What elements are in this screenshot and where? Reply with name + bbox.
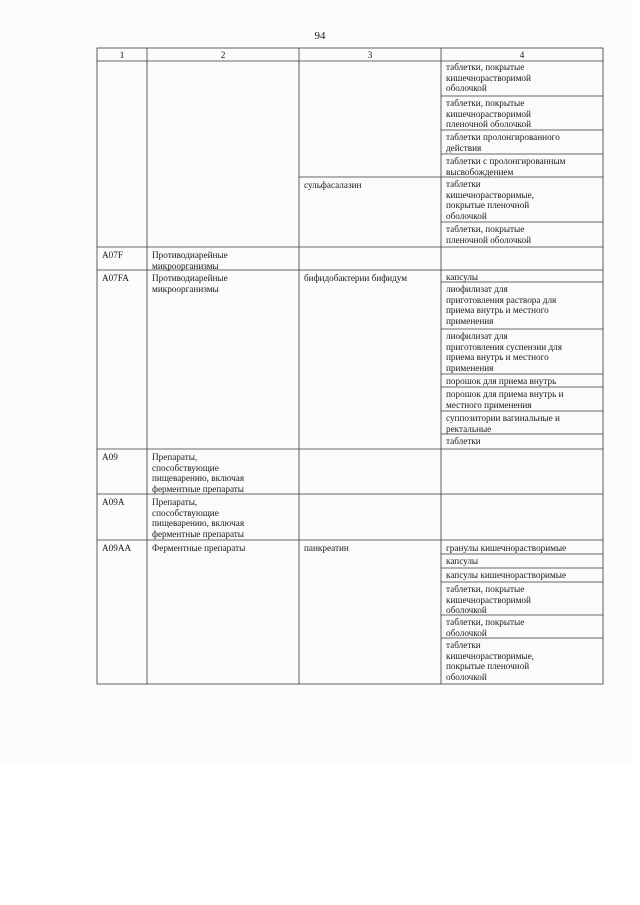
dosage-form: таблетки, покрытые кишечнорастворимой оболочкой xyxy=(446,62,531,94)
dosage-form: таблетки кишечнорастворимые, покрытые пленочной оболочкой xyxy=(446,179,534,221)
atc-code: A09AA xyxy=(102,543,132,553)
header-col-2: 2 xyxy=(220,50,226,60)
substance-name: бифидобактерии бифидум xyxy=(304,273,408,283)
header-col-4: 4 xyxy=(519,50,525,60)
dosage-form: гранулы кишечнорастворимые xyxy=(446,543,567,553)
dosage-form: лиофилизат для приготовления раствора для приема внутрь и местного применения xyxy=(446,284,557,326)
atc-code: A09 xyxy=(102,452,118,462)
dosage-form: порошок для приема внутрь xyxy=(446,376,557,386)
dosage-form: порошок для приема внутрь и местного применения xyxy=(446,389,564,410)
dosage-form: таблетки с пролонгированным высвобождением xyxy=(446,156,566,177)
dosage-form: таблетки xyxy=(446,436,481,446)
dosage-form: капсулы xyxy=(446,272,479,282)
atc-group-name: Препараты, способствующие пищеварению, включая ферментные препараты xyxy=(152,497,245,539)
atc-group-name: Противодиарейные микроорганизмы xyxy=(152,250,228,271)
dosage-form: лиофилизат для приготовления суспензии для приема внутрь и местного применения xyxy=(446,331,562,373)
dosage-form: таблетки, покрытые кишечнорастворимой оболочкой xyxy=(446,584,531,616)
atc-code: A09A xyxy=(102,497,125,507)
dosage-form: таблетки кишечнорастворимые, покрытые пленочной оболочкой xyxy=(446,640,534,682)
atc-group-name: Противодиарейные микроорганизмы xyxy=(152,273,228,294)
dosage-form: суппозитории вагинальные и ректальные xyxy=(446,413,560,434)
dosage-form: таблетки, покрытые оболочкой xyxy=(446,617,525,638)
dosage-form: капсулы кишечнорастворимые xyxy=(446,570,567,580)
dosage-form: капсулы xyxy=(446,556,479,566)
header-col-1: 1 xyxy=(119,50,125,60)
substance-name: панкреатин xyxy=(304,543,349,553)
header-col-3: 3 xyxy=(367,50,373,60)
atc-group-name: Ферментные препараты xyxy=(152,543,246,553)
atc-code: A07F xyxy=(102,250,123,260)
atc-code: A07FA xyxy=(102,273,129,283)
substance-name: сульфасалазин xyxy=(304,180,362,190)
dosage-form: таблетки, покрытые кишечнорастворимой пленочной оболочкой xyxy=(446,98,532,130)
page-number: 94 xyxy=(314,30,326,42)
dosage-form: таблетки, покрытые пленочной оболочкой xyxy=(446,224,532,245)
dosage-form: таблетки пролонгированного действия xyxy=(446,132,560,153)
atc-group-name: Препараты, способствующие пищеварению, включая ферментные препараты xyxy=(152,452,245,494)
